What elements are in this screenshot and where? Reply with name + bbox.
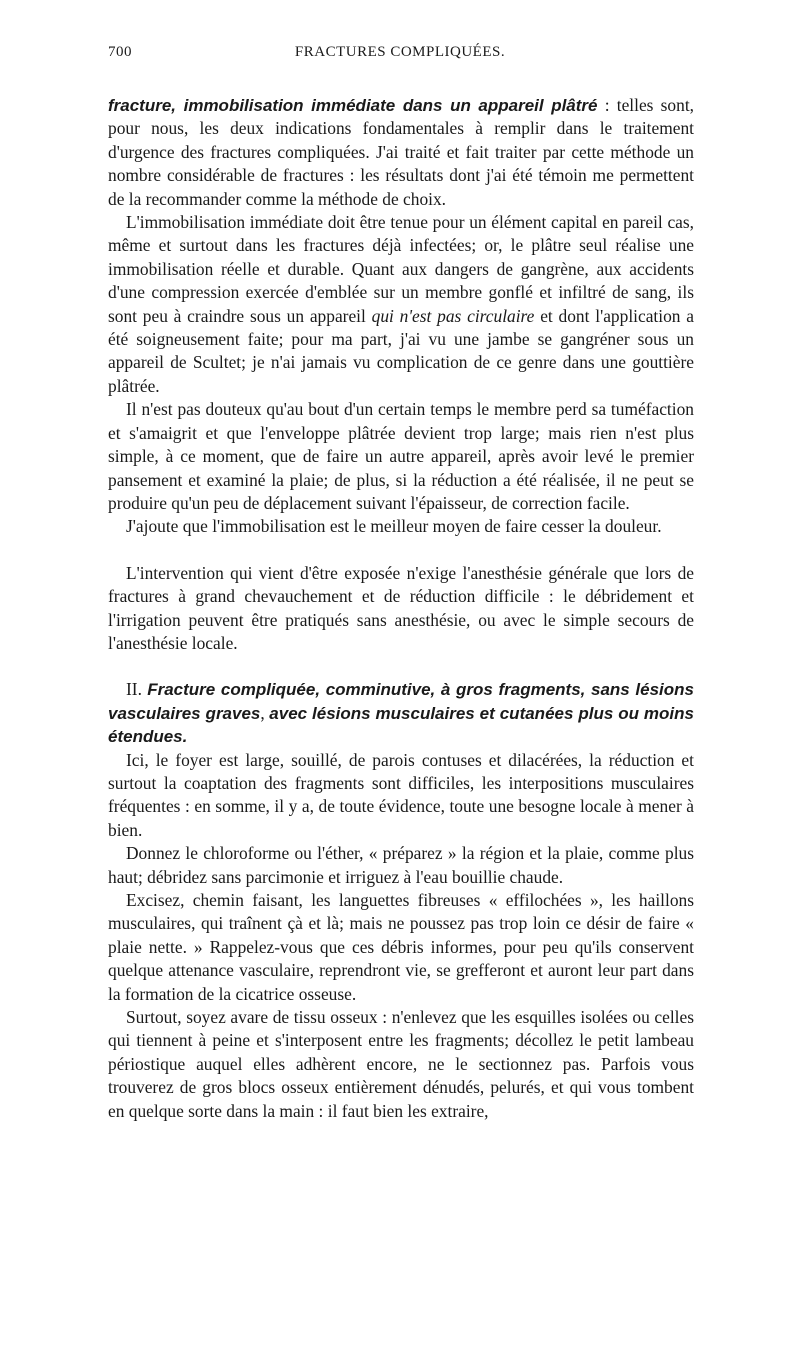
page-number: 700 [108, 44, 132, 60]
running-header [108, 44, 692, 70]
paragraph-text: telles sont, pour nous, les deux indications fondamentales à remplir dans le traitement d'urgence des fractures compliquées. J'ai traité et fait traiter par cette méthode un nombre considérable de fractures : les résultats dont j'ai été témoin me permettent de la recommander comme la méthode de choix. [108, 95, 694, 209]
section-title-a: Fracture compliquée, comminutive, à gros fragments, sans lésions vasculaires graves [108, 680, 694, 723]
paragraph: Excisez, chemin faisant, les languettes fibreuses « effilochées », les haillons musculaires, qui traînent çà et là; mais ne poussez pas trop loin ce désir de faire « plaie nette. » Rappelez-vous que ces débris informes, pour peu qu'ils conservent quelque attenance vasculaire, reprendront vie, se grefferont et auront leur part dans la formation de la cicatrice osseuse. [108, 890, 694, 1004]
paragraph: Donnez le chloroforme ou l'éther, « préparez » la région et la plaie, comme plus haut; débridez sans parcimonie et irriguez à l'eau bouillie chaude. [108, 843, 694, 887]
section-heading [108, 678, 694, 748]
paragraph [108, 94, 694, 211]
paragraph: L'intervention qui vient d'être exposée n'exige l'anesthésie générale que lors de fractures à grand chevauchement et de réduction difficile : le débridement et l'irrigation peuvent être pratiqués sans anesthésie, ou avec le simple secours de l'anesthésie locale. [108, 562, 694, 653]
paragraph [108, 211, 694, 398]
paragraph-text: et dont l'application a été soigneusement faite; pour ma part, j'ai vu une jambe se gangréner sous un appareil de Scultet; je n'ai jamais vu complication de ce genre dans une gouttière plâtrée. [108, 305, 694, 396]
body-text [108, 94, 694, 1123]
section-heading-continued: fracture, immobilisation immédiate dans un appareil plâtré [108, 96, 598, 115]
paragraph: J'ajoute que l'immobilisation est le meilleur moyen de faire cesser la douleur. [126, 516, 662, 537]
paragraph-text: L'immobilisation immédiate doit être tenue pour un élément capital en pareil cas, même et surtout dans les fractures déjà infectées; or, le plâtre seul réalise une immobilisation réelle et durable. Quant aux dangers de gangrène, aux accidents d'une compression exercée d'emblée sur un membre gonflé et infiltré de sang, ils sont peu à craindre sous un appareil [108, 212, 694, 326]
heading-separator: : [597, 95, 617, 115]
heading-separator: , [260, 702, 270, 723]
paragraph: Il n'est pas douteux qu'au bout d'un certain temps le membre perd sa tuméfaction et s'amaigrit et que l'enveloppe plâtrée devient trop large; mais rien n'est plus simple, à ce moment, que de faire un autre appareil, après avoir levé le premier pansement et examiné la plaie; de plus, si la réduction a été réalisée, il ne peut se produire qu'un peu de déplacement suivant l'épaisseur, de correction facile. [108, 399, 694, 513]
section-title-b: avec lésions musculaires et cutanées plus ou moins étendues. [108, 703, 694, 747]
emphasis: qui n'est pas circulaire [371, 305, 535, 326]
paragraph: Surtout, soyez avare de tissu osseux : n'enlevez que les esquilles isolées ou celles qui tiennent à peine et s'interposent entre les fragments; décollez le petit lambeau périostique auquel elles adhèrent encore, ne le sectionnez pas. Parfois vous trouverez de gros blocs osseux entièrement dénudés, pelurés, et qui vous tombent en quelque sorte dans la main : il faut bien les extraire, [108, 1007, 694, 1121]
paragraph: Ici, le foyer est large, souillé, de parois contuses et dilacérées, la réduction et surtout la coaptation des fragments sont difficiles, les interpositions musculaires fréquentes : en somme, il y a, de toute évidence, toute une besogne locale à mener à bien. [108, 749, 694, 840]
section-number: II. [126, 679, 142, 700]
running-title: FRACTURES COMPLIQUÉES. [294, 44, 506, 60]
